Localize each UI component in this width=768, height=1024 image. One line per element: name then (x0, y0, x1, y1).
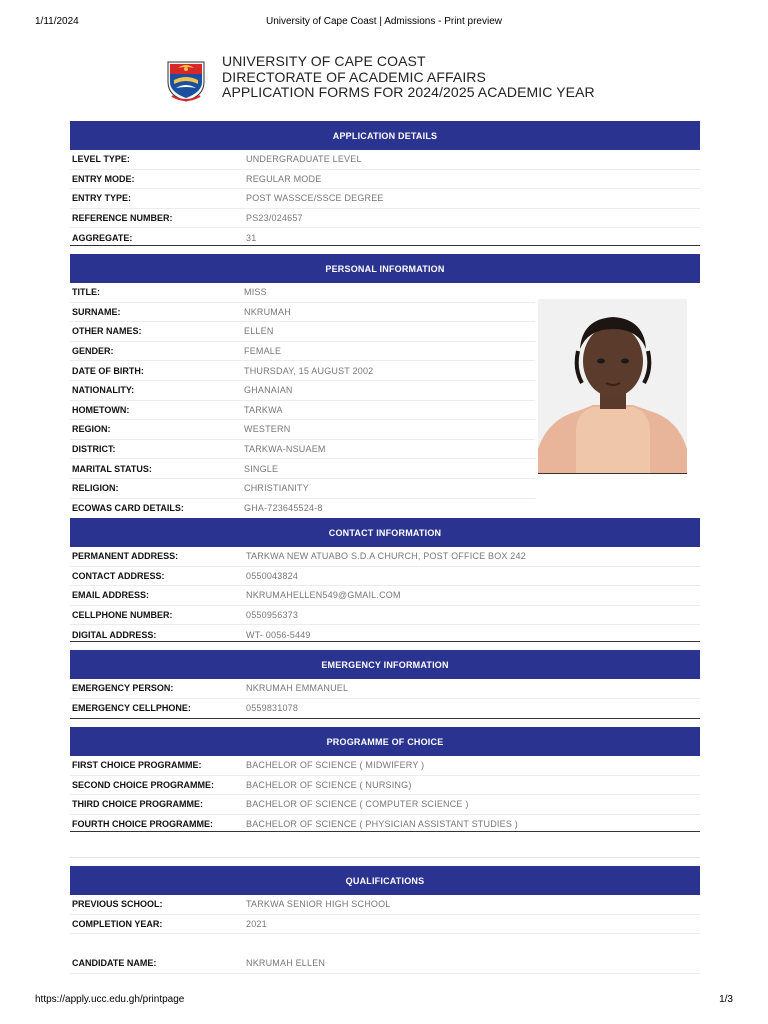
field-value: ELLEN (244, 326, 274, 337)
field-label: CONTACT ADDRESS: (72, 570, 165, 581)
table-row (70, 679, 700, 699)
field-value: TARKWA SENIOR HIGH SCHOOL (246, 899, 391, 910)
print-title: University of Cape Coast | Admissions - Print preview (265, 16, 502, 27)
emergency-information-header: EMERGENCY INFORMATION (70, 650, 700, 679)
field-label: MARITAL STATUS: (72, 463, 152, 474)
field-label: PREVIOUS SCHOOL: (72, 899, 163, 910)
field-label: HOMETOWN: (72, 404, 130, 415)
table-row (70, 895, 700, 915)
field-value: 31 (246, 232, 257, 243)
emergency-information-list (70, 679, 700, 717)
field-value: WT- 0056-5449 (246, 629, 311, 640)
table-row (70, 699, 700, 718)
programme-of-choice-list (70, 756, 700, 833)
field-value: MISS (244, 287, 267, 298)
field-label: ENTRY TYPE: (72, 193, 132, 204)
table-row (70, 440, 535, 460)
candidate-name-label: CANDIDATE NAME: (72, 958, 157, 969)
field-label: THIRD CHOICE PROGRAMME: (72, 799, 203, 810)
field-label: GENDER: (72, 346, 114, 357)
print-date: 1/11/2024 (35, 16, 79, 27)
section-divider (70, 245, 700, 246)
field-value: UNDERGRADUATE LEVEL (246, 154, 362, 165)
field-label: FOURTH CHOICE PROGRAMME: (72, 819, 213, 830)
field-label: REGION: (72, 424, 111, 435)
section-divider (70, 718, 700, 719)
qualifications-list (70, 895, 700, 934)
field-label: DISTRICT: (72, 444, 116, 455)
table-row (70, 586, 700, 606)
directorate-name: DIRECTORATE OF ACADEMIC AFFAIRS (222, 68, 486, 85)
table-row (70, 776, 700, 796)
field-label: COMPLETION YEAR: (72, 918, 163, 929)
field-value: PS23/024657 (246, 213, 303, 224)
table-row (70, 322, 535, 342)
field-label: PERMANENT ADDRESS: (72, 551, 179, 562)
candidate-name-block (70, 954, 700, 974)
section-divider (70, 857, 700, 858)
table-row (70, 606, 700, 626)
field-label: ECOWAS CARD DETAILS: (72, 502, 184, 513)
field-value: FEMALE (244, 346, 282, 357)
field-value: BACHELOR OF SCIENCE ( COMPUTER SCIENCE ) (246, 799, 469, 810)
field-value: BACHELOR OF SCIENCE ( MIDWIFERY ) (246, 760, 425, 771)
table-row (70, 915, 700, 935)
field-label: OTHER NAMES: (72, 326, 142, 337)
field-value: NKRUMAHELLEN549@GMAIL.COM (246, 590, 401, 601)
field-value: TARKWA (244, 404, 283, 415)
table-row (70, 479, 535, 499)
field-value: 0550043824 (246, 570, 299, 581)
table-row (70, 303, 535, 323)
field-label: REFERENCE NUMBER: (72, 213, 173, 224)
table-row (70, 756, 700, 776)
field-value: TARKWA NEW ATUABO S.D.A CHURCH, POST OFFICE BOX 242 (246, 551, 526, 562)
table-row (70, 283, 535, 303)
programme-of-choice-header: PROGRAMME OF CHOICE (70, 727, 700, 756)
table-row (70, 567, 700, 587)
table-row (70, 209, 700, 229)
field-label: EMERGENCY PERSON: (72, 683, 174, 694)
field-value: THURSDAY, 15 AUGUST 2002 (244, 365, 374, 376)
table-row (70, 170, 700, 190)
field-value: BACHELOR OF SCIENCE ( NURSING) (246, 779, 412, 790)
field-value: POST WASSCE/SSCE DEGREE (246, 193, 384, 204)
table-row (70, 499, 535, 518)
field-label: NATIONALITY: (72, 385, 135, 396)
university-heading (222, 54, 595, 101)
table-row (70, 381, 535, 401)
section-divider (70, 641, 700, 642)
table-row (70, 459, 535, 479)
field-value: WESTERN (244, 424, 291, 435)
field-value: GHANAIAN (244, 385, 293, 396)
contact-information-list (70, 547, 700, 644)
field-label: ENTRY MODE: (72, 173, 135, 184)
field-value: CHRISTIANITY (244, 483, 309, 494)
field-label: EMAIL ADDRESS: (72, 590, 150, 601)
candidate-name-value: NKRUMAH ELLEN (246, 958, 326, 969)
table-row (70, 547, 700, 567)
field-label: LEVEL TYPE: (72, 154, 130, 165)
field-label: RELIGION: (72, 483, 119, 494)
field-label: DATE OF BIRTH: (72, 365, 144, 376)
field-value: NKRUMAH EMMANUEL (246, 683, 349, 694)
table-row (70, 795, 700, 815)
table-row (70, 361, 535, 381)
field-label: FIRST CHOICE PROGRAMME: (72, 760, 202, 771)
field-label: SECOND CHOICE PROGRAMME: (72, 779, 215, 790)
section-divider (70, 831, 700, 832)
field-label: TITLE: (72, 287, 100, 298)
personal-information-list (70, 283, 535, 517)
field-label: AGGREGATE: (72, 232, 133, 243)
application-details-header: APPLICATION DETAILS (70, 121, 700, 150)
contact-information-header: CONTACT INFORMATION (70, 518, 700, 547)
university-crest-icon (164, 56, 208, 102)
field-label: DIGITAL ADDRESS: (72, 629, 157, 640)
table-row (70, 150, 700, 170)
table-row (70, 420, 535, 440)
field-label: SURNAME: (72, 306, 121, 317)
application-details-list (70, 150, 700, 247)
field-value: BACHELOR OF SCIENCE ( PHYSICIAN ASSISTANT STUDIES ) (246, 819, 518, 830)
field-value: NKRUMAH (244, 306, 291, 317)
table-row (70, 342, 535, 362)
applicant-photo (538, 299, 687, 474)
field-value: REGULAR MODE (246, 173, 322, 184)
print-header (0, 16, 768, 30)
field-value: 0559831078 (246, 702, 299, 713)
field-label: CELLPHONE NUMBER: (72, 610, 173, 621)
field-value: 2021 (246, 918, 267, 929)
field-value: 0550956373 (246, 610, 299, 621)
university-name: UNIVERSITY OF CAPE COAST (222, 53, 426, 69)
page-number: 1/3 (719, 994, 733, 1005)
qualifications-header: QUALIFICATIONS (70, 866, 700, 895)
print-url: https://apply.ucc.edu.gh/printpage (35, 994, 185, 1005)
table-row (70, 189, 700, 209)
field-value: SINGLE (244, 463, 279, 474)
field-value: GHA-723645524-8 (244, 502, 323, 513)
table-row (70, 401, 535, 421)
field-label: EMERGENCY CELLPHONE: (72, 702, 191, 713)
form-title: APPLICATION FORMS FOR 2024/2025 ACADEMIC YEAR (222, 84, 595, 100)
field-value: TARKWA-NSUAEM (244, 444, 326, 455)
personal-information-header: PERSONAL INFORMATION (70, 254, 700, 283)
table-row (70, 954, 700, 974)
